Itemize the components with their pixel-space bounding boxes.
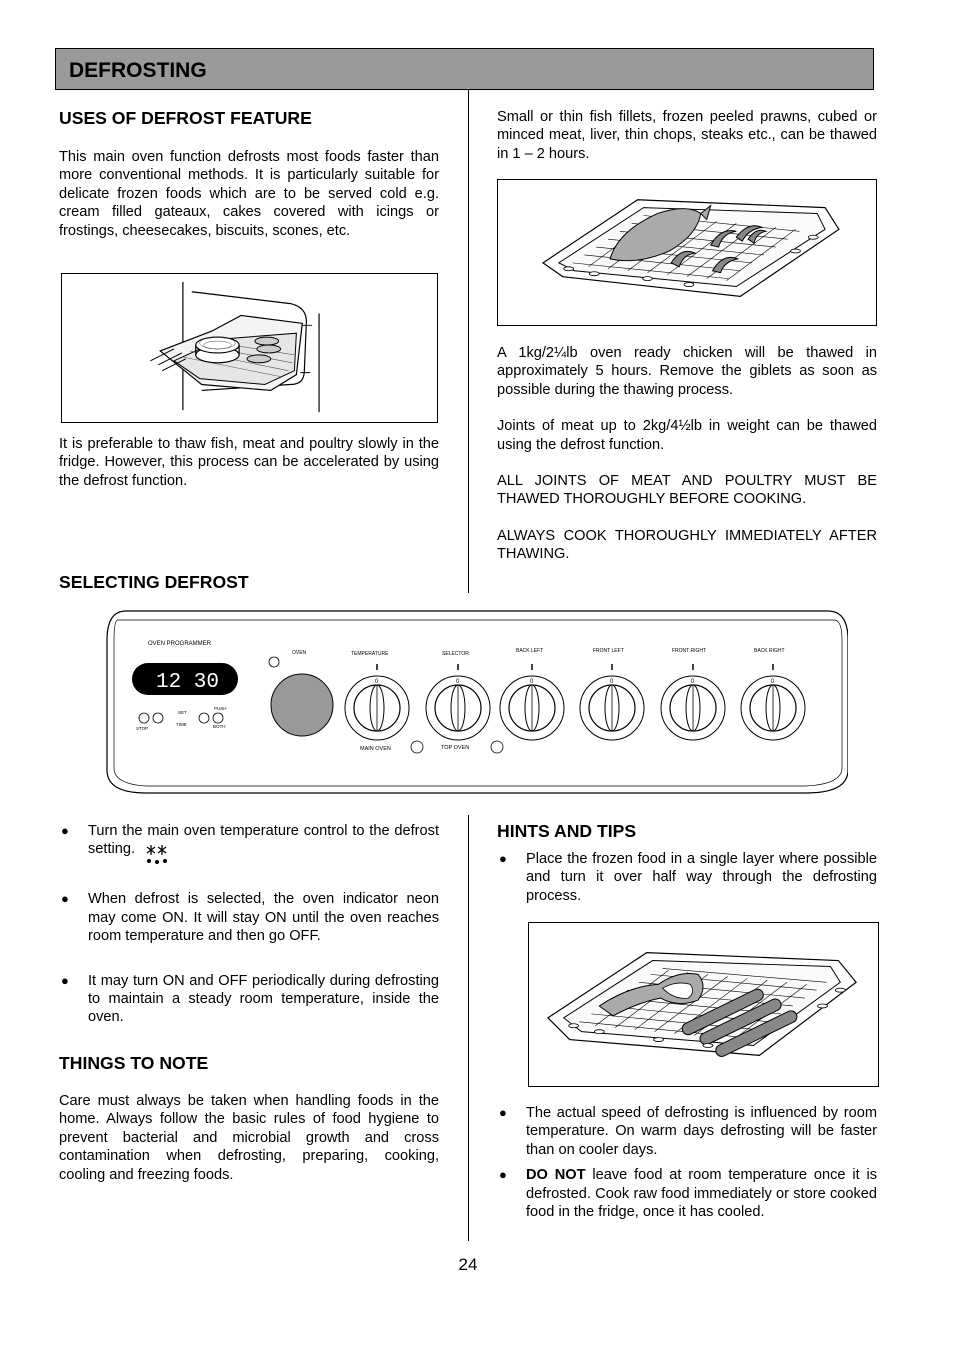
uses-section xyxy=(59,108,439,240)
uses-paragraph-1: This main oven function defrosts most foods faster than more conventional methods. It is particularly suitable for delicate frozen foods which are to be served cold e.g. cream filled gateaux, cakes covered with icings or frostings, cheesecakes, biscuits, scones, etc. xyxy=(59,149,439,239)
bullet-icon: ● xyxy=(61,891,69,907)
knob-zero-mark: 0 xyxy=(375,679,379,685)
bullet-icon: ● xyxy=(499,851,507,866)
page-title: DEFROSTING xyxy=(69,59,207,82)
defrost-steps xyxy=(59,822,439,1027)
control-panel-drawing xyxy=(106,610,848,794)
fish-paragraph: Small or thin fish fillets, frozen peeled prawns, cubed or minced meat, liver, thin chops, steaks etc., can be thawed in 1 – 2 hours. xyxy=(497,109,877,162)
main-oven-label: MAIN OVEN xyxy=(360,746,391,752)
uses-heading: USES OF DEFROST FEATURE xyxy=(59,108,312,128)
knob-zero-mark: 0 xyxy=(456,679,460,685)
knob-zero-mark: 0 xyxy=(610,679,614,685)
both-label: BOTH xyxy=(213,724,226,729)
push-label: PUSH xyxy=(214,706,227,711)
right-intro xyxy=(497,108,877,163)
knob-zero-mark: 0 xyxy=(771,679,775,685)
hint-3 xyxy=(497,1166,877,1221)
selecting-section xyxy=(59,572,439,593)
grill-pan-sausages-drawing xyxy=(529,923,878,1086)
oven-shelf-illustration xyxy=(61,273,438,423)
step-1 xyxy=(59,822,439,865)
bullet-icon: ● xyxy=(61,823,69,838)
chicken-paragraph: A 1kg/2¼lb oven ready chicken will be thawed in approximately 5 hours. Remove the giblets as soon as possible during the thawing process. xyxy=(497,345,877,398)
stop-label: STOP xyxy=(136,726,149,731)
grill-pan-sausages-illustration xyxy=(528,922,879,1087)
back-right-label: BACK RIGHT xyxy=(754,648,785,654)
right-paragraphs xyxy=(497,344,877,564)
bullet-icon: ● xyxy=(61,972,69,988)
hints-section xyxy=(497,821,877,905)
step-1-text: Turn the main oven temperature control to the defrost setting. xyxy=(88,823,439,858)
hint-3-text: leave food at room temperature once it is defrosted. Cook raw food immediately or store cooked food in the fridge, once it has cooled. xyxy=(526,1167,877,1221)
things-section xyxy=(59,1053,439,1184)
column-divider-top xyxy=(468,90,469,593)
hint-2 xyxy=(497,1104,877,1159)
oven-light-button[interactable] xyxy=(271,674,333,736)
oven-label: OVEN xyxy=(292,650,307,656)
hints-continued xyxy=(497,1104,877,1221)
hint-1-text: Place the frozen food in a single layer where possible and turn it over half way through the defrosting process. xyxy=(526,851,877,904)
set-label: SET xyxy=(178,710,187,715)
hint-2-text: The actual speed of defrosting is influenced by room temperature. On warm days defrosting will be faster than on cooler days. xyxy=(526,1105,877,1158)
control-panel-illustration xyxy=(106,610,848,794)
top-oven-neon xyxy=(491,741,503,753)
joints-paragraph: Joints of meat up to 2kg/4½lb in weight can be thawed using the defrost function. xyxy=(497,418,877,453)
back-left-label: BACK LEFT xyxy=(516,648,544,654)
things-heading: THINGS TO NOTE xyxy=(59,1053,209,1073)
defrost-symbol-icon xyxy=(145,843,169,865)
warning-paragraph-1: ALL JOINTS OF MEAT AND POULTRY MUST BE THAWED THOROUGHLY BEFORE COOKING. xyxy=(497,473,877,508)
knob-zero-mark: 0 xyxy=(530,679,534,685)
knob-zero-mark: 0 xyxy=(691,679,695,685)
step-2 xyxy=(59,890,439,945)
grill-pan-fish-drawing xyxy=(498,180,876,325)
bullet-icon: ● xyxy=(499,1167,507,1183)
oven-shelf-drawing xyxy=(62,274,437,422)
hint-1 xyxy=(497,850,877,905)
bullet-icon: ● xyxy=(499,1105,507,1120)
grill-pan-fish-illustration xyxy=(497,179,877,326)
things-paragraph: Care must always be taken when handling foods in the home. Always follow the basic rules of food hygiene to prevent bacterial and microbial growth and cross contamination when defrosting, preparing, cooking, cooling and freezing foods. xyxy=(59,1093,439,1183)
temperature-label: TEMPERATURE xyxy=(351,651,389,657)
uses-section-continued xyxy=(59,435,439,490)
oven-neon xyxy=(269,657,279,667)
selector-label: SELECTOR xyxy=(442,651,469,657)
warning-paragraph-2: ALWAYS COOK THOROUGHLY IMMEDIATELY AFTER THAWING. xyxy=(497,527,877,563)
clock-digits: 12 30 xyxy=(156,671,220,694)
front-left-label: FRONT LEFT xyxy=(593,648,624,654)
main-oven-neon xyxy=(411,741,423,753)
step-3 xyxy=(59,972,439,1027)
column-divider-bottom xyxy=(468,815,469,1241)
section-banner xyxy=(55,48,874,90)
uses-paragraph-2: It is preferable to thaw fish, meat and poultry slowly in the fridge. However, this process can be accelerated by using the defrost function. xyxy=(59,436,439,489)
hints-heading: HINTS AND TIPS xyxy=(497,821,637,841)
time-label: TIME xyxy=(176,722,187,727)
step-3-text: It may turn ON and OFF periodically during defrosting to maintain a steady room temperature, inside the oven. xyxy=(88,972,439,1026)
top-oven-label: TOP OVEN xyxy=(441,745,470,751)
hint-3-bold: DO NOT xyxy=(526,1167,586,1184)
selecting-heading: SELECTING DEFROST xyxy=(59,572,249,592)
step-2-text: When defrost is selected, the oven indicator neon may come ON. It will stay ON until the oven reaches room temperature and then go OFF. xyxy=(88,891,439,945)
programmer-label: OVEN PROGRAMMER xyxy=(148,641,212,647)
page-number: 24 xyxy=(458,1255,478,1274)
front-right-label: FRONT RIGHT xyxy=(672,648,707,654)
